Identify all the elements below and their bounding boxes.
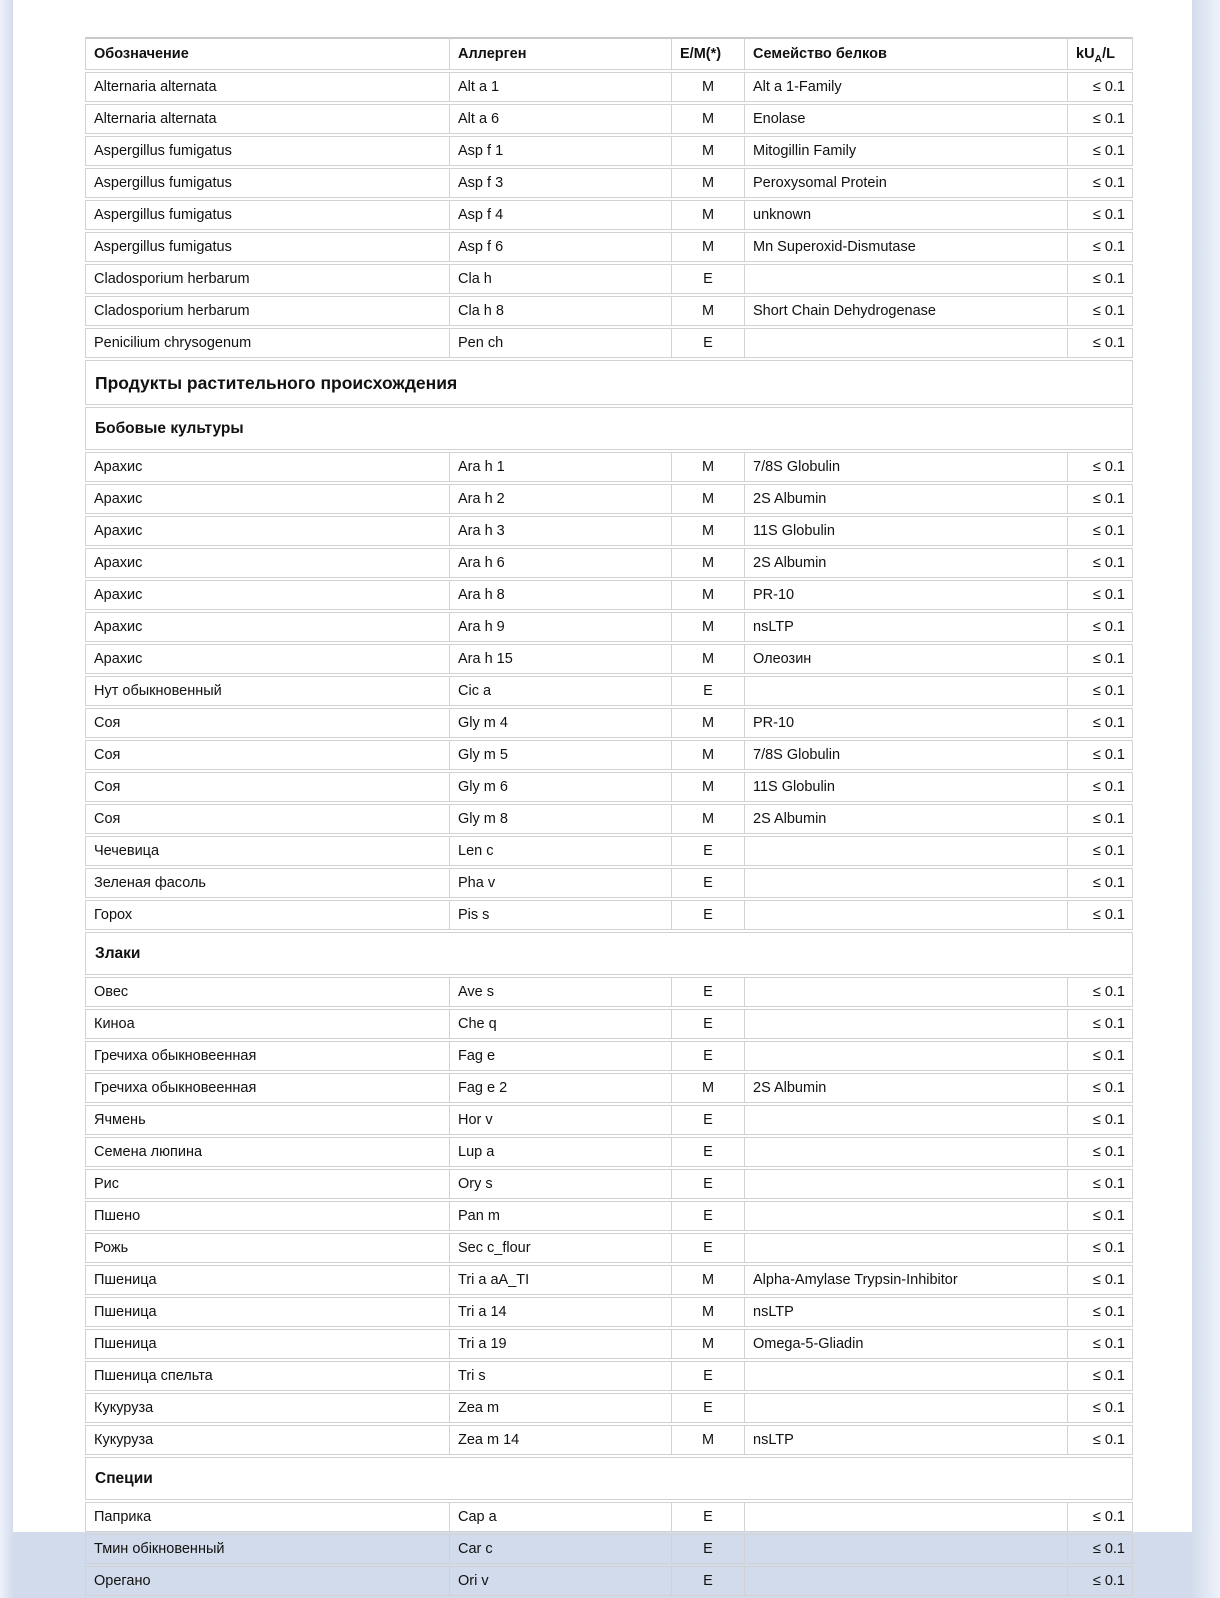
cell-designation: Cladosporium herbarum [85, 296, 450, 326]
table-row [85, 977, 1133, 1007]
cell-allergen: Sec c_flour [450, 1233, 672, 1263]
table-row [85, 1329, 1133, 1359]
table-row [85, 708, 1133, 738]
cell-allergen: Ara h 6 [450, 548, 672, 578]
section-header: Продукты растительного происхождения [85, 360, 1133, 405]
cell-em-flag: E [672, 1137, 745, 1167]
col-header-kual-unit [1068, 37, 1133, 70]
cell-allergen: Ara h 15 [450, 644, 672, 674]
cell-protein-family [745, 1534, 1068, 1564]
cell-allergen: Cic a [450, 676, 672, 706]
cell-designation: Арахис [85, 516, 450, 546]
cell-designation: Соя [85, 804, 450, 834]
cell-em-flag: E [672, 1534, 745, 1564]
table-row [85, 676, 1133, 706]
col-header-protein-family: Семейство белков [745, 37, 1068, 70]
cell-allergen: Tri a 19 [450, 1329, 672, 1359]
cell-protein-family [745, 264, 1068, 294]
cell-em-flag: M [672, 516, 745, 546]
cell-allergen: Ara h 1 [450, 452, 672, 482]
cell-kual-value: ≤ 0.1 [1068, 516, 1133, 546]
cell-kual-value: ≤ 0.1 [1068, 1361, 1133, 1391]
cell-em-flag: E [672, 328, 745, 358]
cell-allergen: Asp f 4 [450, 200, 672, 230]
cell-designation: Чечевица [85, 836, 450, 866]
cell-designation: Киноа [85, 1009, 450, 1039]
cell-em-flag: M [672, 548, 745, 578]
cell-designation: Aspergillus fumigatus [85, 136, 450, 166]
cell-kual-value: ≤ 0.1 [1068, 1297, 1133, 1327]
cell-designation: Соя [85, 708, 450, 738]
cell-kual-value: ≤ 0.1 [1068, 328, 1133, 358]
cell-designation: Овес [85, 977, 450, 1007]
cell-kual-value: ≤ 0.1 [1068, 1041, 1133, 1071]
cell-em-flag: E [672, 1169, 745, 1199]
cell-designation: Паприка [85, 1502, 450, 1532]
cell-designation: Тмин обікновенный [85, 1534, 450, 1564]
cell-em-flag: M [672, 200, 745, 230]
table-row [85, 1169, 1133, 1199]
cell-em-flag: M [672, 1297, 745, 1327]
cell-kual-value: ≤ 0.1 [1068, 1265, 1133, 1295]
table-row [85, 232, 1133, 262]
cell-em-flag: M [672, 1265, 745, 1295]
table-row [85, 1502, 1133, 1532]
table-row [85, 484, 1133, 514]
table-row [85, 580, 1133, 610]
cell-designation: Alternaria alternata [85, 72, 450, 102]
table-header-row [85, 37, 1133, 70]
cell-allergen: Pis s [450, 900, 672, 930]
cell-em-flag: M [672, 484, 745, 514]
table-row [85, 1137, 1133, 1167]
cell-protein-family: Mn Superoxid-Dismutase [745, 232, 1068, 262]
cell-allergen: Pen ch [450, 328, 672, 358]
cell-allergen: Asp f 1 [450, 136, 672, 166]
table-row [85, 1073, 1133, 1103]
table-row [85, 168, 1133, 198]
cell-allergen: Gly m 4 [450, 708, 672, 738]
cell-kual-value: ≤ 0.1 [1068, 868, 1133, 898]
cell-kual-value: ≤ 0.1 [1068, 740, 1133, 770]
cell-designation: Alternaria alternata [85, 104, 450, 134]
cell-designation: Арахис [85, 644, 450, 674]
cell-kual-value: ≤ 0.1 [1068, 1169, 1133, 1199]
cell-kual-value: ≤ 0.1 [1068, 977, 1133, 1007]
cell-protein-family: Alpha-Amylase Trypsin-Inhibitor [745, 1265, 1068, 1295]
cell-em-flag: E [672, 836, 745, 866]
cell-allergen: Cla h [450, 264, 672, 294]
cell-protein-family: 11S Globulin [745, 516, 1068, 546]
table-row [85, 1233, 1133, 1263]
allergen-results-table [85, 35, 1133, 1598]
table-row [85, 1265, 1133, 1295]
table-row [85, 740, 1133, 770]
cell-designation: Aspergillus fumigatus [85, 200, 450, 230]
cell-em-flag: M [672, 104, 745, 134]
table-row [85, 868, 1133, 898]
cell-allergen: Len c [450, 836, 672, 866]
cell-allergen: Zea m [450, 1393, 672, 1423]
cell-designation: Зеленая фасоль [85, 868, 450, 898]
cell-allergen: Tri a aA_TI [450, 1265, 672, 1295]
cell-em-flag: M [672, 232, 745, 262]
cell-em-flag: M [672, 644, 745, 674]
cell-em-flag: M [672, 72, 745, 102]
cell-em-flag: E [672, 900, 745, 930]
cell-protein-family: 7/8S Globulin [745, 740, 1068, 770]
cell-kual-value: ≤ 0.1 [1068, 1393, 1133, 1423]
unit-subscript: A [1094, 53, 1103, 65]
cell-allergen: Pha v [450, 868, 672, 898]
table-row [85, 264, 1133, 294]
cell-designation: Пшеница спельта [85, 1361, 450, 1391]
cell-designation: Соя [85, 740, 450, 770]
cell-kual-value: ≤ 0.1 [1068, 296, 1133, 326]
col-header-allergen: Аллерген [450, 37, 672, 70]
cell-protein-family: PR-10 [745, 708, 1068, 738]
cell-kual-value: ≤ 0.1 [1068, 200, 1133, 230]
table-row [85, 1297, 1133, 1327]
cell-protein-family [745, 328, 1068, 358]
cell-protein-family [745, 1137, 1068, 1167]
section-row [85, 407, 1133, 450]
table-row [85, 1425, 1133, 1455]
cell-protein-family: Alt a 1-Family [745, 72, 1068, 102]
cell-em-flag: M [672, 168, 745, 198]
cell-em-flag: M [672, 1425, 745, 1455]
table-row [85, 804, 1133, 834]
cell-designation: Гречиха обыкновеенная [85, 1073, 450, 1103]
cell-designation: Семена люпина [85, 1137, 450, 1167]
cell-kual-value: ≤ 0.1 [1068, 264, 1133, 294]
cell-designation: Penicilium chrysogenum [85, 328, 450, 358]
cell-designation: Арахис [85, 484, 450, 514]
cell-protein-family [745, 868, 1068, 898]
cell-allergen: Ory s [450, 1169, 672, 1199]
table-row [85, 1201, 1133, 1231]
cell-allergen: Car c [450, 1534, 672, 1564]
cell-allergen: Fag e 2 [450, 1073, 672, 1103]
cell-protein-family [745, 1041, 1068, 1071]
table-row [85, 836, 1133, 866]
cell-em-flag: M [672, 772, 745, 802]
cell-allergen: Ori v [450, 1566, 672, 1596]
table-row [85, 1009, 1133, 1039]
cell-designation: Aspergillus fumigatus [85, 168, 450, 198]
cell-kual-value: ≤ 0.1 [1068, 1233, 1133, 1263]
table-row [85, 296, 1133, 326]
cell-kual-value: ≤ 0.1 [1068, 104, 1133, 134]
cell-allergen: Che q [450, 1009, 672, 1039]
section-header: Бобовые культуры [85, 407, 1133, 450]
cell-em-flag: M [672, 740, 745, 770]
cell-em-flag: M [672, 1329, 745, 1359]
cell-kual-value: ≤ 0.1 [1068, 1201, 1133, 1231]
cell-allergen: Ara h 2 [450, 484, 672, 514]
cell-kual-value: ≤ 0.1 [1068, 452, 1133, 482]
cell-designation: Ячмень [85, 1105, 450, 1135]
cell-protein-family: 7/8S Globulin [745, 452, 1068, 482]
cell-kual-value: ≤ 0.1 [1068, 1329, 1133, 1359]
cell-allergen: Cap a [450, 1502, 672, 1532]
cell-designation: Арахис [85, 612, 450, 642]
table-row [85, 72, 1133, 102]
cell-em-flag: M [672, 296, 745, 326]
document-page [13, 0, 1192, 1589]
table-row [85, 452, 1133, 482]
cell-allergen: Ara h 8 [450, 580, 672, 610]
cell-protein-family [745, 1566, 1068, 1596]
cell-protein-family: Mitogillin Family [745, 136, 1068, 166]
cell-kual-value: ≤ 0.1 [1068, 644, 1133, 674]
cell-protein-family: 11S Globulin [745, 772, 1068, 802]
cell-designation: Соя [85, 772, 450, 802]
cell-protein-family [745, 900, 1068, 930]
cell-protein-family: Omega-5-Gliadin [745, 1329, 1068, 1359]
cell-protein-family [745, 676, 1068, 706]
cell-allergen: Ave s [450, 977, 672, 1007]
section-header: Злаки [85, 932, 1133, 975]
cell-designation: Нут обыкновенный [85, 676, 450, 706]
cell-protein-family: 2S Albumin [745, 484, 1068, 514]
cell-em-flag: E [672, 977, 745, 1007]
table-row [85, 612, 1133, 642]
cell-allergen: Ara h 3 [450, 516, 672, 546]
cell-designation: Рожь [85, 1233, 450, 1263]
cell-kual-value: ≤ 0.1 [1068, 676, 1133, 706]
cell-designation: Кукуруза [85, 1425, 450, 1455]
cell-protein-family [745, 1393, 1068, 1423]
cell-allergen: Tri a 14 [450, 1297, 672, 1327]
cell-em-flag: M [672, 612, 745, 642]
cell-protein-family: Short Chain Dehydrogenase [745, 296, 1068, 326]
cell-em-flag: M [672, 136, 745, 166]
cell-kual-value: ≤ 0.1 [1068, 1534, 1133, 1564]
cell-em-flag: E [672, 1201, 745, 1231]
cell-kual-value: ≤ 0.1 [1068, 1425, 1133, 1455]
table-row [85, 900, 1133, 930]
cell-em-flag: E [672, 868, 745, 898]
table-row [85, 1566, 1133, 1596]
cell-allergen: Cla h 8 [450, 296, 672, 326]
cell-em-flag: M [672, 708, 745, 738]
cell-kual-value: ≤ 0.1 [1068, 136, 1133, 166]
cell-protein-family: nsLTP [745, 1425, 1068, 1455]
cell-designation: Пшено [85, 1201, 450, 1231]
cell-kual-value: ≤ 0.1 [1068, 1502, 1133, 1532]
section-row [85, 1457, 1133, 1500]
cell-protein-family [745, 1169, 1068, 1199]
table-row [85, 1041, 1133, 1071]
cell-kual-value: ≤ 0.1 [1068, 484, 1133, 514]
unit-post: /L [1102, 46, 1115, 62]
table-row [85, 1534, 1133, 1564]
cell-kual-value: ≤ 0.1 [1068, 168, 1133, 198]
cell-designation: Гречиха обыкновеенная [85, 1041, 450, 1071]
cell-protein-family [745, 977, 1068, 1007]
cell-protein-family: Олеозин [745, 644, 1068, 674]
table-row [85, 328, 1133, 358]
cell-allergen: Gly m 6 [450, 772, 672, 802]
cell-kual-value: ≤ 0.1 [1068, 232, 1133, 262]
cell-em-flag: E [672, 264, 745, 294]
cell-allergen: Asp f 6 [450, 232, 672, 262]
unit-pre: kU [1076, 46, 1095, 62]
cell-kual-value: ≤ 0.1 [1068, 804, 1133, 834]
cell-kual-value: ≤ 0.1 [1068, 1105, 1133, 1135]
table-row [85, 1393, 1133, 1423]
cell-allergen: Zea m 14 [450, 1425, 672, 1455]
cell-em-flag: M [672, 580, 745, 610]
cell-protein-family [745, 1105, 1068, 1135]
cell-em-flag: E [672, 676, 745, 706]
table-row [85, 1361, 1133, 1391]
cell-protein-family [745, 1201, 1068, 1231]
table-row [85, 516, 1133, 546]
cell-em-flag: E [672, 1233, 745, 1263]
cell-allergen: Gly m 5 [450, 740, 672, 770]
cell-em-flag: M [672, 1073, 745, 1103]
col-header-em: E/M(*) [672, 37, 745, 70]
cell-protein-family [745, 1361, 1068, 1391]
cell-em-flag: M [672, 804, 745, 834]
cell-protein-family [745, 836, 1068, 866]
cell-kual-value: ≤ 0.1 [1068, 900, 1133, 930]
table-row [85, 644, 1133, 674]
cell-allergen: Ara h 9 [450, 612, 672, 642]
cell-em-flag: E [672, 1566, 745, 1596]
table-row [85, 136, 1133, 166]
cell-protein-family: 2S Albumin [745, 1073, 1068, 1103]
cell-designation: Рис [85, 1169, 450, 1199]
cell-designation: Кукуруза [85, 1393, 450, 1423]
cell-designation: Орегано [85, 1566, 450, 1596]
cell-protein-family: Enolase [745, 104, 1068, 134]
table-row [85, 200, 1133, 230]
cell-allergen: Hor v [450, 1105, 672, 1135]
cell-allergen: Pan m [450, 1201, 672, 1231]
table-row [85, 1105, 1133, 1135]
cell-em-flag: E [672, 1009, 745, 1039]
section-row [85, 932, 1133, 975]
cell-kual-value: ≤ 0.1 [1068, 1566, 1133, 1596]
cell-em-flag: E [672, 1041, 745, 1071]
section-header: Специи [85, 1457, 1133, 1500]
cell-allergen: Gly m 8 [450, 804, 672, 834]
col-header-designation: Обозначение [85, 37, 450, 70]
cell-designation: Пшеница [85, 1297, 450, 1327]
cell-em-flag: E [672, 1502, 745, 1532]
cell-designation: Арахис [85, 580, 450, 610]
cell-protein-family: 2S Albumin [745, 804, 1068, 834]
cell-protein-family: Peroxysomal Protein [745, 168, 1068, 198]
cell-protein-family: nsLTP [745, 1297, 1068, 1327]
cell-designation: Пшеница [85, 1329, 450, 1359]
cell-kual-value: ≤ 0.1 [1068, 612, 1133, 642]
cell-protein-family: nsLTP [745, 612, 1068, 642]
cell-kual-value: ≤ 0.1 [1068, 836, 1133, 866]
cell-designation: Cladosporium herbarum [85, 264, 450, 294]
cell-kual-value: ≤ 0.1 [1068, 580, 1133, 610]
cell-kual-value: ≤ 0.1 [1068, 72, 1133, 102]
cell-protein-family: 2S Albumin [745, 548, 1068, 578]
cell-em-flag: E [672, 1105, 745, 1135]
cell-protein-family [745, 1233, 1068, 1263]
cell-em-flag: E [672, 1393, 745, 1423]
cell-protein-family [745, 1009, 1068, 1039]
table-row [85, 104, 1133, 134]
cell-allergen: Lup a [450, 1137, 672, 1167]
cell-designation: Пшеница [85, 1265, 450, 1295]
cell-protein-family [745, 1502, 1068, 1532]
cell-kual-value: ≤ 0.1 [1068, 772, 1133, 802]
section-row [85, 360, 1133, 405]
cell-em-flag: E [672, 1361, 745, 1391]
cell-allergen: Alt a 6 [450, 104, 672, 134]
cell-designation: Горох [85, 900, 450, 930]
cell-designation: Aspergillus fumigatus [85, 232, 450, 262]
cell-em-flag: M [672, 452, 745, 482]
table-row [85, 548, 1133, 578]
cell-allergen: Alt a 1 [450, 72, 672, 102]
cell-protein-family: PR-10 [745, 580, 1068, 610]
cell-kual-value: ≤ 0.1 [1068, 1073, 1133, 1103]
cell-designation: Арахис [85, 548, 450, 578]
cell-allergen: Tri s [450, 1361, 672, 1391]
cell-allergen: Fag e [450, 1041, 672, 1071]
cell-protein-family: unknown [745, 200, 1068, 230]
cell-kual-value: ≤ 0.1 [1068, 708, 1133, 738]
table-row [85, 772, 1133, 802]
cell-designation: Арахис [85, 452, 450, 482]
cell-allergen: Asp f 3 [450, 168, 672, 198]
cell-kual-value: ≤ 0.1 [1068, 1009, 1133, 1039]
cell-kual-value: ≤ 0.1 [1068, 1137, 1133, 1167]
cell-kual-value: ≤ 0.1 [1068, 548, 1133, 578]
